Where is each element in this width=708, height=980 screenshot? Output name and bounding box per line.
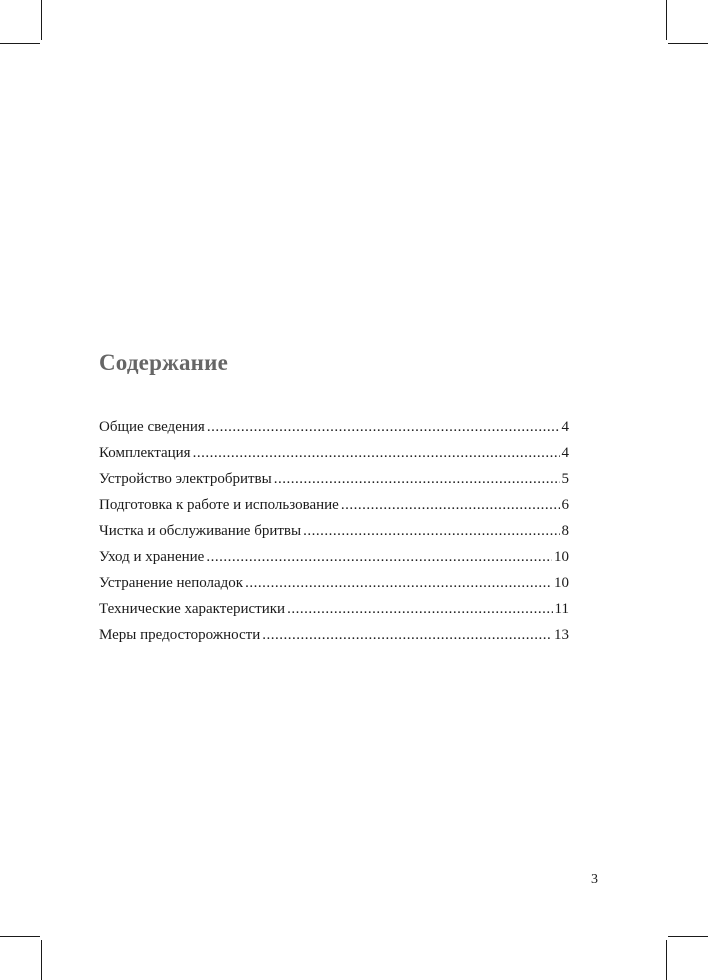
toc-entry-page: 10	[554, 575, 569, 591]
crop-mark-bottom-left-vertical	[41, 940, 42, 980]
toc-entry-label: Уход и хранение	[99, 549, 205, 565]
toc-leader-dots	[274, 466, 560, 492]
table-of-contents	[99, 348, 569, 648]
toc-leader-dots	[206, 544, 552, 570]
toc-leader-dots	[245, 570, 552, 596]
toc-entry[interactable]	[99, 414, 569, 440]
toc-entry-page: 8	[561, 523, 569, 539]
toc-entry[interactable]	[99, 544, 569, 570]
toc-entry-page: 11	[554, 601, 569, 617]
toc-leader-dots	[193, 440, 560, 466]
toc-entry[interactable]	[99, 518, 569, 544]
toc-entry-label: Устройство электробритвы	[99, 471, 272, 487]
toc-entry[interactable]	[99, 596, 569, 622]
toc-entry-label: Технические характеристики	[99, 601, 286, 617]
toc-entry[interactable]	[99, 492, 569, 518]
crop-mark-top-right-vertical	[666, 0, 667, 40]
crop-mark-bottom-right-horizontal	[668, 936, 708, 937]
toc-entry[interactable]	[99, 622, 569, 648]
toc-entry-label: Подготовка к работе и использование	[99, 497, 339, 513]
crop-mark-top-left-vertical	[41, 0, 42, 40]
crop-mark-bottom-left-horizontal	[0, 936, 40, 937]
toc-entry-page: 6	[561, 497, 569, 513]
page-number: 3	[591, 872, 598, 887]
toc-title: Содержание	[99, 350, 228, 375]
toc-entry[interactable]	[99, 440, 569, 466]
toc-leader-dots	[287, 596, 552, 622]
toc-entry-page: 10	[554, 549, 569, 565]
crop-mark-top-left-horizontal	[0, 43, 40, 44]
toc-list	[99, 414, 569, 648]
crop-mark-top-right-horizontal	[668, 43, 708, 44]
toc-entry[interactable]	[99, 570, 569, 596]
toc-leader-dots	[341, 492, 560, 518]
toc-entry[interactable]	[99, 466, 569, 492]
toc-entry-label: Устранение неполадок	[99, 575, 244, 591]
toc-entry-page: 4	[561, 445, 569, 461]
crop-mark-bottom-right-vertical	[666, 940, 667, 980]
toc-leader-dots	[207, 414, 560, 440]
toc-leader-dots	[262, 622, 552, 648]
toc-entry-page: 13	[554, 627, 569, 643]
toc-entry-label: Комплектация	[99, 445, 191, 461]
toc-entry-page: 4	[561, 419, 569, 435]
toc-entry-page: 5	[561, 471, 569, 487]
toc-entry-label: Чистка и обслуживание бритвы	[99, 523, 302, 539]
toc-entry-label: Общие сведения	[99, 419, 205, 435]
toc-entry-label: Меры предосторожности	[99, 627, 261, 643]
toc-leader-dots	[303, 518, 559, 544]
